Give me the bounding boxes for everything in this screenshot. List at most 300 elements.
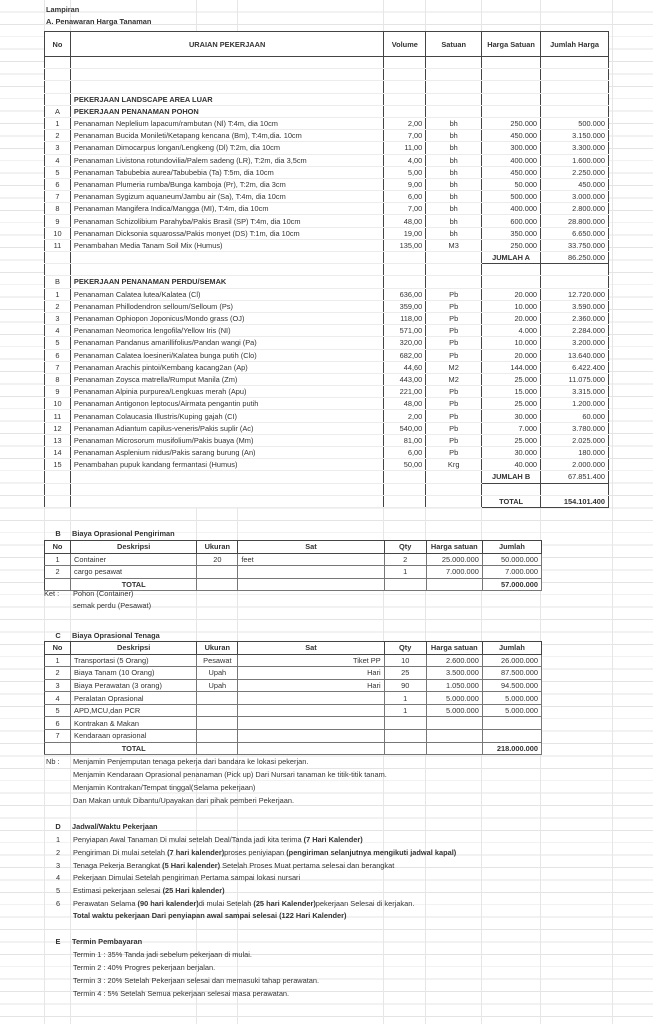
item-volume: 2,00 [384,117,426,129]
item-unit-price: 50.000 [482,178,541,190]
item-size [197,717,238,730]
item-description: Penanaman Ophiopon Joponicus/Mondo grass (OJ) [70,312,383,324]
col-header-qty: Qty [384,541,426,554]
empty-cell [541,105,609,117]
item-row [45,553,542,566]
item-total: 26.000.000 [482,654,541,667]
item-no: 3 [45,679,71,692]
col-header-ukuran: Ukuran [197,541,238,554]
col-header-harga-satuan: Harga Satuan [482,32,541,57]
item-size: 20 [197,553,238,566]
schedule-item-text: (pengiriman selanjutnya mengikuti jadwal kapal) [286,847,457,857]
item-unit: Pb [426,434,482,446]
item-total: 2.000.000 [541,459,609,471]
item-volume: 6,00 [384,447,426,459]
item-unit-price: 5.000.000 [426,692,482,705]
item-row [45,337,609,349]
col-header-deskripsi: Deskripsi [71,541,197,554]
item-no: 4 [45,154,71,166]
col-header-volume: Volume [384,32,426,57]
item-no: 2 [45,566,71,579]
empty-cell [197,742,238,755]
empty-cell [384,57,426,69]
empty-cell [482,57,541,69]
item-unit: Pb [426,312,482,324]
item-no: 9 [45,215,71,227]
item-unit-price: 15.000 [482,386,541,398]
empty-cell [45,495,71,507]
schedule-code: D [55,822,61,831]
item-unit-price: 10.000 [482,300,541,312]
col-header-harga-satuan: Harga satuan [426,642,482,655]
item-qty: 2 [384,553,426,566]
item-description: Penanaman Phillodendron selloum/Selloum (Ps) [70,300,383,312]
item-size: Pesawat [197,654,238,667]
empty-cell [541,93,609,105]
empty-cell [384,276,426,288]
empty-cell [384,69,426,81]
item-unit: bh [426,203,482,215]
item-unit: Pb [426,398,482,410]
item-unit [238,692,384,705]
item-row [45,373,609,385]
total-value: 154.101.400 [541,495,609,507]
item-total: 6.422.400 [541,361,609,373]
item-no: 6 [45,349,71,361]
item-no: 11 [45,410,71,422]
item-description: Kontrakan & Makan [71,717,197,730]
empty-cell [45,57,71,69]
item-total: 1.200.000 [541,398,609,410]
item-no: 1 [45,117,71,129]
item-unit: Pb [426,325,482,337]
shipping-note: semak perdu (Pesawat) [73,601,152,610]
payment-code: E [55,937,61,946]
item-description: Penanaman Neplelium lapacum/rambutan (Nl) T:4m, dia 10cm [70,117,383,129]
empty-cell [482,69,541,81]
item-volume: 118,00 [384,312,426,324]
item-total: 13.640.000 [541,349,609,361]
item-unit: M2 [426,373,482,385]
item-total: 3.000.000 [541,191,609,203]
item-description: Biaya Tanam (10 Orang) [71,667,197,680]
col-header-harga-satuan: Harga satuan [426,541,482,554]
payment-term: Termin 2 : 40% Progres pekerjaan berjalan. [73,963,216,972]
item-no: 5 [45,166,71,178]
empty-cell [45,93,71,105]
col-header-jumlah: Jumlah [482,541,541,554]
empty-cell [384,578,426,591]
empty-cell [426,69,482,81]
item-no: 6 [45,178,71,190]
item-total [482,730,541,743]
empty-cell [70,495,383,507]
schedule-item [73,861,394,870]
item-description: Penanaman Arachis pintoi/Kembang kacang2an (Ap) [70,361,383,373]
item-unit-price: 25.000 [482,398,541,410]
empty-cell [70,252,383,264]
item-size [197,730,238,743]
item-volume: 135,00 [384,239,426,251]
item-unit-price: 40.000 [482,459,541,471]
item-unit-price: 2.600.000 [426,654,482,667]
col-header-no: No [45,642,71,655]
empty-cell [70,483,383,495]
schedule-item-text: di mulai Setelah [198,899,254,908]
empty-cell [482,105,541,117]
item-unit-price: 250.000 [482,239,541,251]
shipping-note: Pohon (Container) [73,589,134,598]
empty-cell [541,57,609,69]
item-size: Upah [197,667,238,680]
empty-cell [45,252,71,264]
schedule-item-text: Tenaga Pekerja Berangkat [73,860,163,870]
shipping-code: B [55,529,61,538]
col-header-deskripsi: Deskripsi [71,642,197,655]
item-unit-price: 450.000 [482,130,541,142]
item-unit-price: 25.000 [482,373,541,385]
empty-cell [426,471,482,483]
item-no: 1 [45,553,71,566]
empty-cell [426,93,482,105]
item-size: Upah [197,679,238,692]
empty-cell [238,578,384,591]
item-no: 6 [45,717,71,730]
blank-row [45,69,609,81]
empty-cell [45,483,71,495]
item-description: Penanaman Antigonon leptocus/Airmata pengantin putih [70,398,383,410]
empty-cell [45,264,71,276]
item-volume: 9,00 [384,178,426,190]
item-row [45,142,609,154]
item-row [45,386,609,398]
item-description: APD,MCU,dan PCR [71,704,197,717]
item-description: cargo pesawat [71,566,197,579]
empty-cell [426,81,482,93]
total-row [45,742,542,755]
empty-cell [197,578,238,591]
item-no: 7 [45,191,71,203]
item-volume: 4,00 [384,154,426,166]
item-description: Penanaman Zoysca matrella/Rumput Manila (Zm) [70,373,383,385]
item-qty [384,717,426,730]
empty-cell [384,105,426,117]
item-qty: 1 [384,566,426,579]
item-total: 2.025.000 [541,434,609,446]
item-unit-price: 300.000 [482,142,541,154]
item-unit: bh [426,117,482,129]
empty-cell [45,81,71,93]
item-unit-price: 3.500.000 [426,667,482,680]
item-volume: 5,00 [384,166,426,178]
item-unit: Pb [426,386,482,398]
item-total: 450.000 [541,178,609,190]
empty-cell [45,471,71,483]
empty-cell [426,483,482,495]
item-total: 3.150.000 [541,130,609,142]
empty-cell [384,495,426,507]
item-description: Penambahan Media Tanam Soil Mix (Humus) [70,239,383,251]
item-volume: 2,00 [384,410,426,422]
item-description: Transportasi (5 Orang) [71,654,197,667]
item-no: 1 [45,288,71,300]
item-row [45,692,542,705]
section-code: B [45,276,71,288]
col-header-jumlah: Jumlah [482,642,541,655]
lampiran-label: Lampiran [46,5,80,14]
blank-row [45,81,609,93]
item-unit: Pb [426,300,482,312]
item-row [45,566,542,579]
item-total: 180.000 [541,447,609,459]
item-qty: 1 [384,692,426,705]
item-volume: 6,00 [384,191,426,203]
item-unit: bh [426,215,482,227]
item-description: Penanaman Mangifera Indica/Mangga (MI), T:4m, dia 10cm [70,203,383,215]
item-unit: Krg [426,459,482,471]
item-qty: 90 [384,679,426,692]
item-row [45,398,609,410]
item-unit: bh [426,154,482,166]
item-size [197,692,238,705]
empty-cell [426,495,482,507]
item-volume: 48,00 [384,215,426,227]
price-table [44,31,609,508]
item-unit [238,566,384,579]
table-header-row [45,32,609,57]
item-volume: 7,00 [384,130,426,142]
item-unit-price: 144.000 [482,361,541,373]
item-total: 2.250.000 [541,166,609,178]
col-header-qty: Qty [384,642,426,655]
labor-note: Dan Makan untuk Dibantu/Upayakan dari pihak pemberi Pekerjaan. [73,796,295,805]
item-unit: bh [426,166,482,178]
item-row [45,239,609,251]
item-row [45,361,609,373]
labor-note: Menjamin Penjemputan tenaga pekerja dari bandara ke lokasi pekerjan. [73,757,309,766]
item-no: 8 [45,203,71,215]
item-total: 94.500.000 [482,679,541,692]
item-row [45,130,609,142]
schedule-item-no: 5 [55,886,61,896]
subtotal-row [45,471,609,483]
item-unit: Pb [426,447,482,459]
schedule-item-no: 3 [55,860,61,870]
schedule-item-text: (25 hari Kalender) [253,899,316,908]
item-unit: Pb [426,410,482,422]
col-header-satuan: Satuan [426,32,482,57]
item-unit-price: 400.000 [482,154,541,166]
section-header-row [45,105,609,117]
blank-row [45,264,609,276]
col-header-sat: Sat [238,541,384,554]
shipping-note-label: Ket : [44,589,60,598]
empty-cell [541,483,609,495]
item-no: 1 [45,654,71,667]
item-unit: Pb [426,349,482,361]
item-description: Penanaman Calatea loesineri/Kalatea bunga putih (Clo) [70,349,383,361]
item-description: Penanaman Dicksonia squarossa/Pakis monyet (DS) T:1m, dia 10cm [70,227,383,239]
empty-cell [70,471,383,483]
labor-note: Menjamin Kendaraan Oprasional penanaman (Pick up) Dari Nursari tanaman ke titik-titik tanam. [73,770,387,779]
item-description: Biaya Perawatan (3 orang) [71,679,197,692]
total-row [45,495,609,507]
empty-cell [70,264,383,276]
item-description: Penanaman Schizolibium Parahyba/Pakis Brasil (SP) T:4m, dia 10cm [70,215,383,227]
item-description: Container [71,553,197,566]
item-description: Penanaman Calatea lutea/Kalatea (Cl) [70,288,383,300]
labor-note-label: Nb : [46,757,60,766]
item-total: 3.300.000 [541,142,609,154]
schedule-item-text: (5 Hari kalender) [162,860,221,870]
subtotal-value: 67.851.400 [541,471,609,483]
item-unit-price: 20.000 [482,349,541,361]
item-description: Penanaman Bucida Monileti/Ketapang kencana (Bm), T:4m,dia. 10cm [70,130,383,142]
item-volume: 320,00 [384,337,426,349]
group-title-row [45,93,609,105]
item-qty [384,730,426,743]
item-unit-price: 20.000 [482,312,541,324]
item-total [482,717,541,730]
labor-code: C [55,631,61,640]
schedule-item [73,899,414,908]
item-total: 5.000.000 [482,704,541,717]
item-total: 11.075.000 [541,373,609,385]
total-value: 57.000.000 [482,578,541,591]
item-volume: 682,00 [384,349,426,361]
table-header-row [45,541,542,554]
empty-cell [426,57,482,69]
schedule-item-text: Penyiapan Awal Tanaman Di mulai setelah Deal/Tanda jadi kita terima [73,835,304,844]
item-total: 1.600.000 [541,154,609,166]
item-total: 33.750.000 [541,239,609,251]
item-unit-price: 25.000.000 [426,553,482,566]
section-title: PEKERJAAN PENANAMAN POHON [70,105,383,117]
item-description: Penanaman Asplenium nidus/Pakis sarang burung (An) [70,447,383,459]
item-row [45,166,609,178]
subtotal-label: JUMLAH B [482,471,541,483]
item-row [45,117,609,129]
item-unit-price: 20.000 [482,288,541,300]
item-no: 4 [45,325,71,337]
item-volume: 7,00 [384,203,426,215]
blank-row [45,57,609,69]
schedule-item [73,886,225,895]
schedule-item-text: Setelah Proses Muat pertama selesai dan berangkat [220,860,395,870]
schedule-item-no: 4 [55,873,61,883]
item-total: 12.720.000 [541,288,609,300]
item-unit-price: 250.000 [482,117,541,129]
empty-cell [384,252,426,264]
item-total: 3.780.000 [541,422,609,434]
col-header-sat: Sat [238,642,384,655]
item-no: 4 [45,692,71,705]
item-no: 10 [45,227,71,239]
empty-cell [384,471,426,483]
item-no: 13 [45,434,71,446]
payment-term: Termin 1 : 35% Tanda jadi sebelum pekerjaan di mulai. [73,950,252,959]
item-total: 28.800.000 [541,215,609,227]
item-unit: Pb [426,288,482,300]
item-volume: 443,00 [384,373,426,385]
labor-table [44,641,542,755]
schedule-item-no: 2 [55,847,61,857]
item-no: 11 [45,239,71,251]
item-description: Penanaman Adiantum capilus-veneris/Pakis suplir (Ac) [70,422,383,434]
item-unit: Pb [426,337,482,349]
item-unit: Hari [238,667,384,680]
item-no: 7 [45,361,71,373]
item-total: 60.000 [541,410,609,422]
item-volume: 19,00 [384,227,426,239]
item-no: 15 [45,459,71,471]
item-unit-price: 450.000 [482,166,541,178]
empty-cell [426,252,482,264]
schedule-title: Jadwal/Waktu Pekerjaan [72,822,158,831]
item-description: Penanaman Alpinia purpurea/Lengkuas merah (Apu) [70,386,383,398]
item-volume: 571,00 [384,325,426,337]
schedule-item [73,873,300,882]
item-description: Penanaman Neomorica lengofila/Yellow Iris (NI) [70,325,383,337]
item-unit: bh [426,191,482,203]
item-total: 500.000 [541,117,609,129]
item-row [45,288,609,300]
item-unit-price: 30.000 [482,447,541,459]
empty-cell [426,276,482,288]
item-volume: 221,00 [384,386,426,398]
empty-cell [541,264,609,276]
item-row [45,178,609,190]
schedule-item-text: (25 Hari kalender) [162,886,225,896]
schedule-item-text: Pekerjaan Dimulai Setelah pengiriman Pertama sampai lokasi nursari [73,873,301,883]
col-header-jumlah-harga: Jumlah Harga [541,32,609,57]
item-unit: bh [426,130,482,142]
item-row [45,410,609,422]
item-volume: 81,00 [384,434,426,446]
item-unit: Hari [238,679,384,692]
item-total: 3.590.000 [541,300,609,312]
schedule-item-no: 6 [55,899,61,908]
total-label: TOTAL [482,495,541,507]
item-description: Penanaman Dimocarpus longan/Lengkeng (Dl) T:2m, dia 10cm [70,142,383,154]
item-unit-price: 7.000 [482,422,541,434]
item-no: 14 [45,447,71,459]
item-unit-price: 25.000 [482,434,541,446]
item-unit: feet [238,553,384,566]
col-header-uraian: URAIAN PEKERJAAN [70,32,383,57]
item-description: Penanaman Microsorum musifolium/Pakis buaya (Mm) [70,434,383,446]
item-unit-price: 350.000 [482,227,541,239]
item-row [45,349,609,361]
total-label: TOTAL [71,578,197,591]
col-header-no: No [45,32,71,57]
item-row [45,191,609,203]
empty-cell [482,81,541,93]
subtotal-value: 86.250.000 [541,252,609,264]
schedule-summary: Total waktu pekerjaan Dari penyiapan awal sampai selesai (122 Hari Kalender) [73,911,347,920]
item-unit [238,704,384,717]
schedule-item [73,848,456,857]
empty-cell [482,93,541,105]
empty-cell [482,483,541,495]
item-row [45,667,542,680]
item-description: Penanaman Sygizum aquaneum/Jambu air (Sa), T:4m, dia 10cm [70,191,383,203]
labor-title: Biaya Oprasional Tenaga [72,631,160,640]
item-no: 2 [45,667,71,680]
item-row [45,730,542,743]
item-row [45,325,609,337]
item-description: Kendaraan oprasional [71,730,197,743]
